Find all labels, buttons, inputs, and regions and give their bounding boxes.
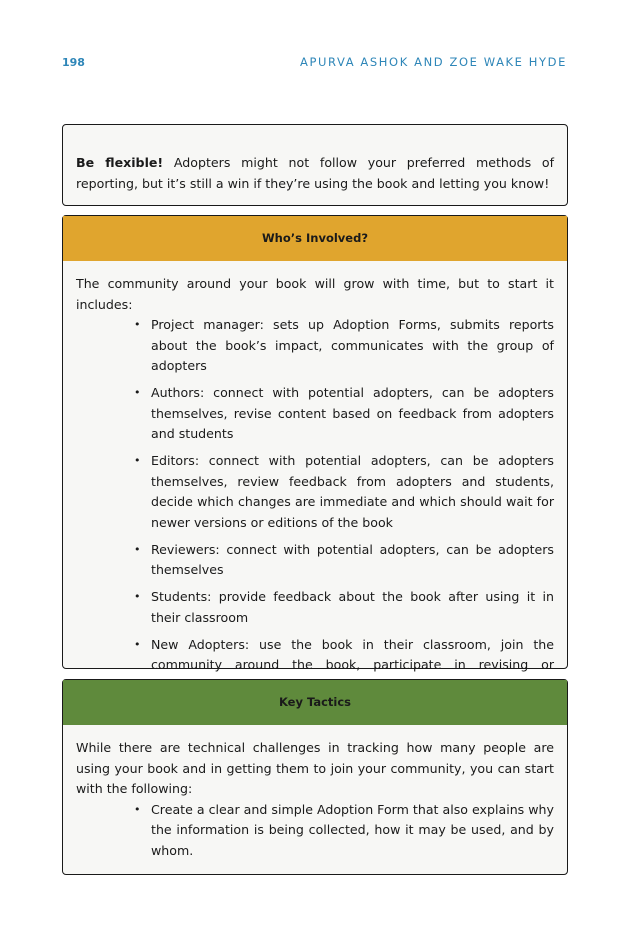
list-item: [76, 800, 554, 862]
list-item-text: New Adopters: use the book in their classroom, join the community around the book, participate in revising or: [151, 636, 554, 672]
be-flexible-paragraph: [76, 153, 554, 194]
page-number: 198: [62, 56, 85, 69]
list-item: [76, 540, 554, 581]
key-tactics-box: [62, 679, 568, 875]
bullet-icon: •: [134, 637, 141, 651]
key-tactics-intro: While there are technical challenges in tracking how many people are using your book and in getting them to join your community, you can start with the following:: [76, 740, 554, 796]
whos-involved-intro: The community around your book will grow with time, but to start it includes:: [76, 276, 554, 312]
whos-involved-heading: Who’s Involved?: [63, 216, 567, 261]
key-tactics-heading: Key Tactics: [63, 680, 567, 725]
list-item-text: Project manager: sets up Adoption Forms, submits reports about the book’s impact, communicates with the group of adopters: [151, 317, 554, 373]
bullet-icon: •: [134, 590, 141, 603]
bullet-icon: •: [134, 542, 141, 556]
list-item: [76, 383, 554, 445]
be-flexible-box: [62, 124, 568, 206]
list-item-text: Create a clear and simple Adoption Form that also explains why the information is being collected, how it may be used, and by whom.: [151, 801, 554, 858]
bullet-icon: •: [134, 386, 141, 399]
whos-involved-body: [63, 261, 567, 696]
bullet-icon: •: [134, 802, 141, 816]
bullet-icon: •: [134, 318, 141, 331]
bullet-icon: •: [134, 454, 141, 467]
whos-involved-list: [76, 315, 554, 696]
list-item-text: Students: provide feedback about the book after using it in their classroom: [151, 589, 554, 625]
key-tactics-list: [76, 800, 554, 862]
be-flexible-text: Adopters might not follow your preferred methods of reporting, but it’s still a win if they’re using the book and letting you know!: [76, 155, 554, 191]
be-flexible-lead: Be flexible!: [76, 155, 164, 170]
list-item-text: Editors: connect with potential adopters, can be adopters themselves, review feedback from adopters and students, decide which changes are immediate and which should wait for newer versions or editions of the book: [151, 453, 554, 530]
list-item: [76, 315, 554, 377]
list-item: [76, 587, 554, 628]
list-item: [76, 451, 554, 533]
list-item-text: Authors: connect with potential adopters, can be adopters themselves, revise content based on feedback from adopters and students: [151, 385, 554, 441]
key-tactics-body: [63, 725, 567, 861]
whos-involved-box: [62, 215, 568, 672]
running-head: APURVA ASHOK AND ZOE WAKE HYDE: [300, 55, 567, 69]
list-item-text: Reviewers: connect with potential adopters, can be adopters themselves: [151, 541, 554, 577]
